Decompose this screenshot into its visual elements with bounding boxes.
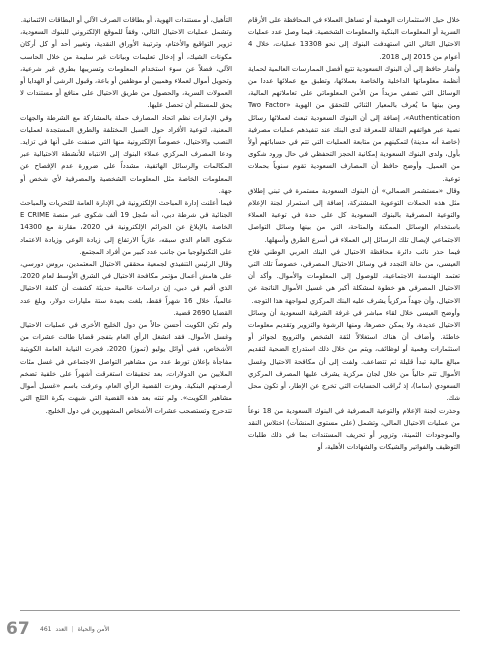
article-paragraph: فيما أعلنت إدارة المباحث الإلكترونية في الإدارة العامة للتحريات والمباحث الجنائية في شرطة دبي، أنه سُجل 19 ألف شكوى عبر منصة E CRIME الخاصة بالإبلاغ عن الجرائم الإلكترونية في 2020، مقارنة مع 14300 شكوى العام الذي سبقه، عازياً الارتفاع إلى زيادة الوعي وزيادة الاعتماد على التكنولوجيا من جانب عدد كبير من أفراد المجتمع. — [20, 199, 232, 256]
article-paragraph: وتشمل عمليات الاحتيال التالي، وفقاً للموقع الإلكتروني للبنوك السعودية، تزوير التواقيع والأختام، وترتيبة الأوراق النقدية، وتغيير أحد أو كل أركان مكونات الشيك، أو إدخال تعليمات وبيانات غير سليمة من خلال الحاسب الآلي، فضلاً عن سوء استخدام المعلومات وتسريبها بطرق غير شرعية، وتحويل أموال لعملاء وهميين أو موظفين أو باعة، وقبول الرشى أو الهدايا أو العمولات السرية، والحصول من طريق الاحتيال على منافع أو مستندات لا يحق للمستلم أن تحصل عليها. — [20, 28, 232, 110]
page-number: 67 — [6, 619, 30, 639]
article-paragraph: ولم تكن الكويت أحسن حالاً من دول الخليج الأخرى في عمليات الاحتيال وغسل الأموال. فقد انشغل الرأي العام بتفجر قضايا طالت عشرات من الأشخاص، ففي أوائل يوليو (تموز) 2020، فجرت النيابة العامة الكويتية مفاجأة بإعلان تورط عدد من مشاهير التواصل الاجتماعي في غسل مئات الملايين من الدولارات، بعد تحقيقات استغرقت أشهراً على خلفية تضخم أرصدتهم البنكية. وهزت القضية الرأي العام، وعرفت باسم «غسيل أموال مشاهير الكويت». ولم تنته بعد هذه القضية التي شبهت بكرة الثلج التي تتدحرج وتستصحب عشرات الأشخاص المشهورين في دول الخليج. — [20, 321, 232, 415]
magazine-name: الأمن والحياة — [77, 626, 110, 633]
article-paragraph: فيما حذر نائب دائرة محافظة الاحتيال في البنك العربي الوطني فلاح العيسى، من حالة التجدد في وسائل الاحتيال المصرفي، خصوصاً تلك التي تعتمد الهندسة الاجتماعية، للوصول إلى المعلومات والأموال. وأكد أن الاحتيال المصرفي هو خطوة لمشكلة أكبر هي غسيل الأموال الناتجة عن الاحتيال، وأن جهداً مركزياً يشرف عليه البنك المركزي لمواجهة هذا التوجه. — [248, 247, 460, 305]
page-footer — [0, 610, 480, 640]
article-paragraph: التأهيل، أو مستندات الهوية، أو بطاقات الصرف الآلي أو البطاقات الائتمانية. — [20, 16, 232, 24]
left-column — [20, 14, 232, 592]
article-paragraph: خلال حيل الاستثمارات الوهمية أو تساهل العملاء في المحافظة على الأرقام السرية أو المعلومات البنكية والمعلومات الشخصية. فيما وصل عدد عمليات الاحتيال التالي التي استهدفت البنوك إلى نحو 13308 عمليات، خلال 4 أعوام من 2015 إلى 2018. — [248, 16, 460, 61]
article-paragraph: وأوضح العيسى خلال لقاء مباشر في غرفة الشرقية السعودية أن وسائل الاحتيال عديدة، ولا يمكن حصرها، ومنها الرشوة والتزوير وتقديم معلومات خاطئة. وأضاف أن هناك استغلالاً لثقة الشخص والترويج لجوائز أو استثمارات وهمية أو لوظائف، ويتم من خلال ذلك استدراج الضحية لتقديم مبالغ مالية تبدأ قليلة ثم تتضاعف. ولفت إلى أن مكافحة الاحتيال وغسل الأموال تتم حالياً من خلال لجان مركزية يشرف عليها المصرف المركزي السعودي (ساما)، إذ تُراقب الحسابات التي تخرج عن الإطار، أو تكون محل شك. — [248, 308, 460, 403]
article-paragraph: وقال «مستشمر الصمالي» أن البنوك السعودية مستمرة في تبني إطلاق مثل هذه الحملات التوعوية المشتركة، إضافة إلى استمرار لجنة الإعلام والتوعية المصرفية بالبنوك السعودية كل على حدة في توعية العملاء باستخدام الوسائل الممكنة والمتاحة، التي من بينها وسائل التواصل الاجتماعي لإيصال تلك الرسائل إلى العملاء في أسرع الطرق وأسهلها. — [248, 186, 460, 244]
right-column — [248, 14, 460, 592]
article-body — [20, 14, 460, 592]
issue-number: 461 — [40, 626, 52, 633]
article-paragraph: وقال الرئيس التنفيذي لجمعية محققي الاحتيال المعتمدين، بروس دورسي، على هامش أعمال مؤتمر مكافحة الاحتيال في الشرق الأوسط لعام 2020، الذي أقيم في دبي، إن دراسات عالمية حديثة كشفت أن كلفة الاحتيال عالمياً، خلال 16 شهراً فقط، بلغت بعيدة ستة مليارات دولار، وبلغ عدد القضايا 2690 قضية. — [20, 260, 232, 317]
article-paragraph: وأشار حافظ إلى أن البنوك السعودية تتبع أفضل الممارسات العالمية لحماية أنظمة معلوماتها الداخلية والخاصة بعملائها، وتطبق مع عملائها عددا من الوسائل التي تضفي مزيداً من الأمن المعلوماتي على تعاملاتهم المالية، ومن بينها ما يُعرف بالمعيار الثنائي للتحقق من الهوية «Two Factor Authentication»، إضافة إلى أن البنوك السعودية تبعث لعملائها رسائل نصية عبر هواتفهم النقالة للمعرفة لدى البنك عند تنفيذهم عمليات مصرفية (خاصة أنه مدينة) لتمكينهم من متابعة العمليات التي تتم في حساباتهم أولاً بأول، ولدى البنوك السعودية إمكانية الحجز التحفظي في حال ورود شكوى من العميل. وأوضح حافظ أن المصارف السعودية تقوم سنوياً بحملات توعية. — [248, 64, 460, 183]
footer-publication-info — [40, 626, 110, 633]
footer-divider — [20, 610, 460, 611]
article-paragraph: وحذرت لجنة الإعلام والتوعية المصرفية في البنوك السعودية من 18 نوعاً من عمليات الاحتيال المالي، وتشمل (على مستوى المنشآت) اختلاس النقد والموجودات الثمينة، وتزوير أو تحريف المستندات بما في ذلك طلبات التوظيف والفواتير والشيكات والشهادات الأهلية، أو — [248, 406, 460, 452]
article-paragraph: وفي الإمارات نظم اتحاد المصارف حملة بالمشاركة مع الشرطة والجهات المعنية، لتوعية الأفراد حول السبل المختلفة والطرق المستجدة لعمليات النصب والاحتيال، خصوصاً الإلكترونية منها التي صنفت على أنها في تزايد. ودعا المصرف المركزي عملاء البنوك إلى الانتباه للأنشطة الاحتيالية عبر المكالمات والرسائل الهاتفية، مشدداً على ضرورة عدم الإفصاح عن المعلومات الخاصة مثل المعلومات الشخصية والمصرفية لأي شخص أو جهة. — [20, 113, 232, 195]
issue-label: العدد — [55, 626, 68, 633]
footer-separator: | — [71, 626, 74, 633]
